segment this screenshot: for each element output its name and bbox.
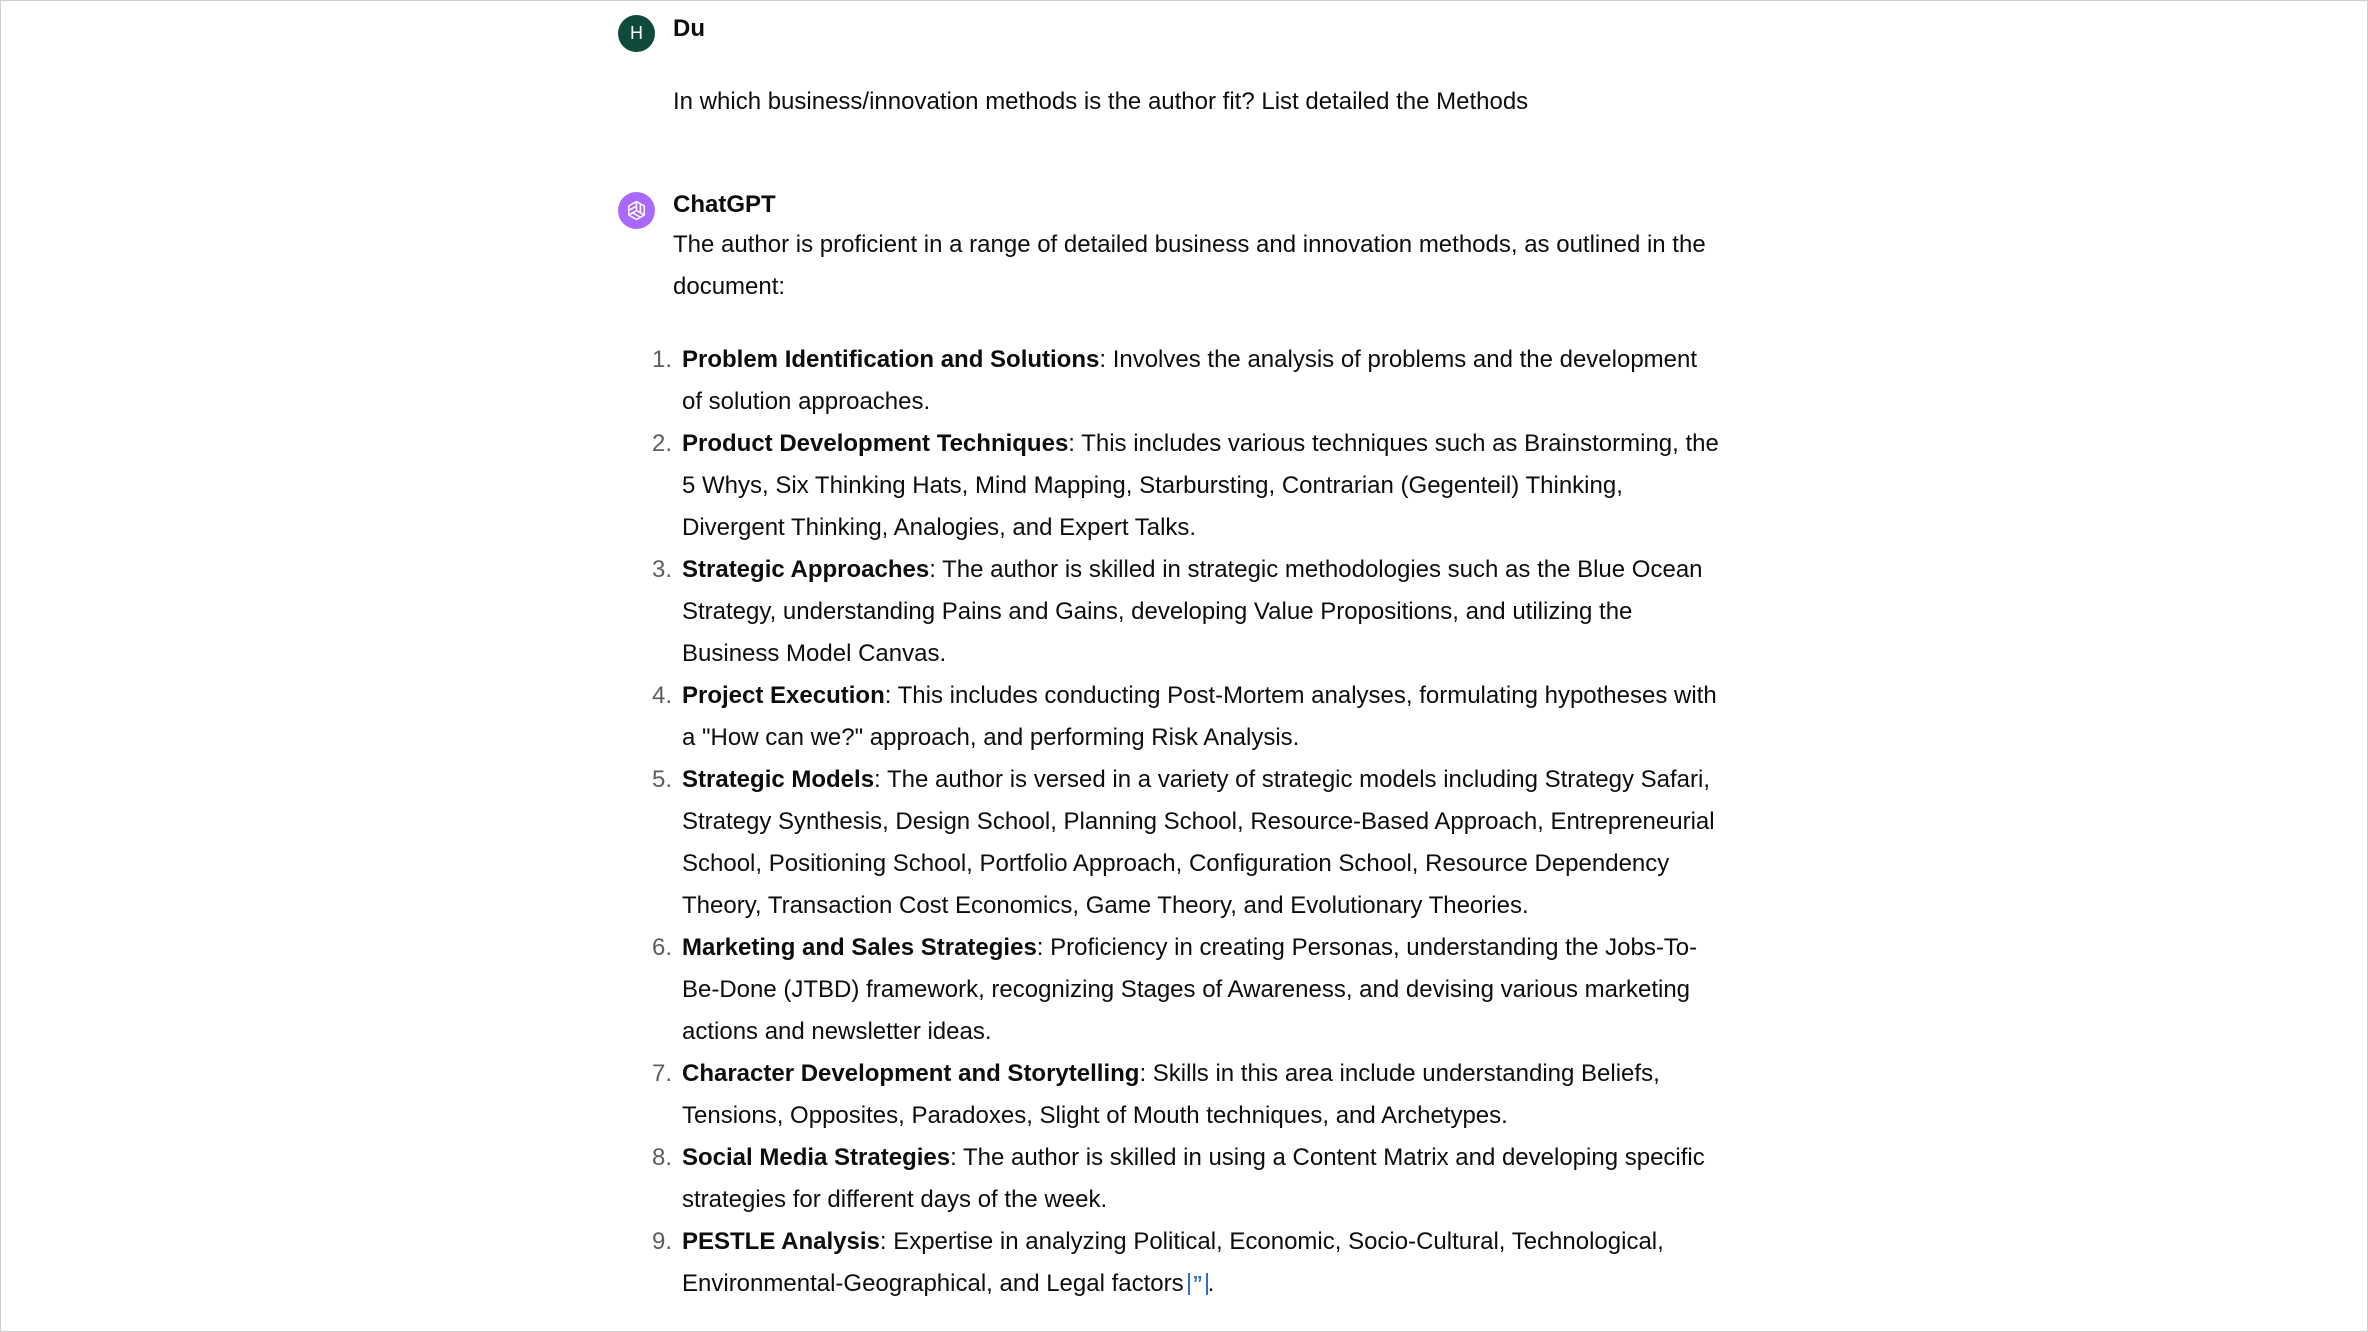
list-item-end-punctuation: .: [1207, 1270, 1215, 1297]
list-item-number: 3.: [651, 556, 672, 583]
list-item-description: : Proficiency in creating Personas, understanding the Jobs-To-Be-Done (JTBD) framework, recognizing Stages of Awareness, and devising various marketing actions and newsletter ideas.: [682, 934, 1698, 1045]
list-item-description: : This includes various techniques such as Brainstorming, the 5 Whys, Six Thinking Hats, Mind Mapping, Starbursting, Contrarian (Gegenteil) Thinking, Divergent Thinking, Analogies, and Expert Talks.: [682, 430, 1719, 541]
list-item: [618, 1221, 1722, 1305]
list-item-number: 9.: [651, 1228, 672, 1255]
list-item-number: 8.: [651, 1144, 672, 1171]
openai-logo-icon: [618, 192, 655, 229]
list-item-description: : The author is skilled in using a Content Matrix and developing specific strategies for different days of the week.: [682, 1144, 1705, 1213]
list-item-description: : Skills in this area include understanding Beliefs, Tensions, Opposites, Paradoxes, Slight of Mouth techniques, and Archetypes.: [682, 1060, 1660, 1129]
list-item-term: Strategic Models: [682, 766, 875, 793]
list-item-term: PESTLE Analysis: [682, 1228, 880, 1255]
list-item-number: 2.: [651, 430, 672, 457]
user-avatar-initial: H: [630, 23, 643, 43]
list-item: [618, 339, 1722, 423]
list-item-term: Strategic Approaches: [682, 556, 930, 583]
user-message-text: In which business/innovation methods is the author fit? List detailed the Methods: [673, 88, 1529, 115]
list-item: [618, 675, 1722, 759]
list-item: [618, 549, 1722, 675]
methods-list: [618, 339, 1718, 1305]
list-item-description: : The author is skilled in strategic methodologies such as the Blue Ocean Strategy, understanding Pains and Gains, developing Value Propositions, and utilizing the Business Model Canvas.: [682, 556, 1703, 667]
list-item-number: 1.: [651, 346, 672, 373]
list-item: [618, 759, 1722, 927]
list-item-term: Product Development Techniques: [682, 430, 1069, 457]
list-item-term: Problem Identification and Solutions: [682, 346, 1100, 373]
list-item-description: : Expertise in analyzing Political, Economic, Socio-Cultural, Technological, Environmental-Geographical, and Legal factors: [682, 1228, 1664, 1297]
list-item-number: 7.: [651, 1060, 672, 1087]
list-item: [618, 927, 1722, 1053]
list-item: [618, 1053, 1722, 1137]
list-item-description: : The author is versed in a variety of strategic models including Strategy Safari, Strategy Synthesis, Design School, Planning School, Resource-Based Approach, Entrepreneurial School, Positioning School, Portfolio Approach, Configuration School, Resource Dependency Theory, Transaction Cost Economics, Game Theory, and Evolutionary Theories.: [682, 766, 1715, 919]
user-author-name: Du: [673, 15, 705, 42]
list-item-term: Character Development and Storytelling: [682, 1060, 1140, 1087]
list-item: [618, 423, 1722, 549]
quote-citation-icon[interactable]: ”: [1188, 1273, 1208, 1295]
assistant-author-name: ChatGPT: [673, 191, 776, 218]
list-item-description: : This includes conducting Post-Mortem analyses, formulating hypotheses with a "How can we?" approach, and performing Risk Analysis.: [682, 682, 1717, 751]
user-avatar: [618, 15, 655, 52]
list-item: [618, 1137, 1722, 1221]
list-item-term: Marketing and Sales Strategies: [682, 934, 1037, 961]
assistant-intro-text: The author is proficient in a range of detailed business and innovation methods, as outlined in the document:: [673, 231, 1706, 300]
list-item-description: : Involves the analysis of problems and the development of solution approaches.: [682, 346, 1698, 415]
list-item-number: 5.: [651, 766, 672, 793]
list-item-term: Social Media Strategies: [682, 1144, 951, 1171]
list-item-term: Project Execution: [682, 682, 885, 709]
list-item-number: 4.: [651, 682, 672, 709]
list-item-number: 6.: [651, 934, 672, 961]
